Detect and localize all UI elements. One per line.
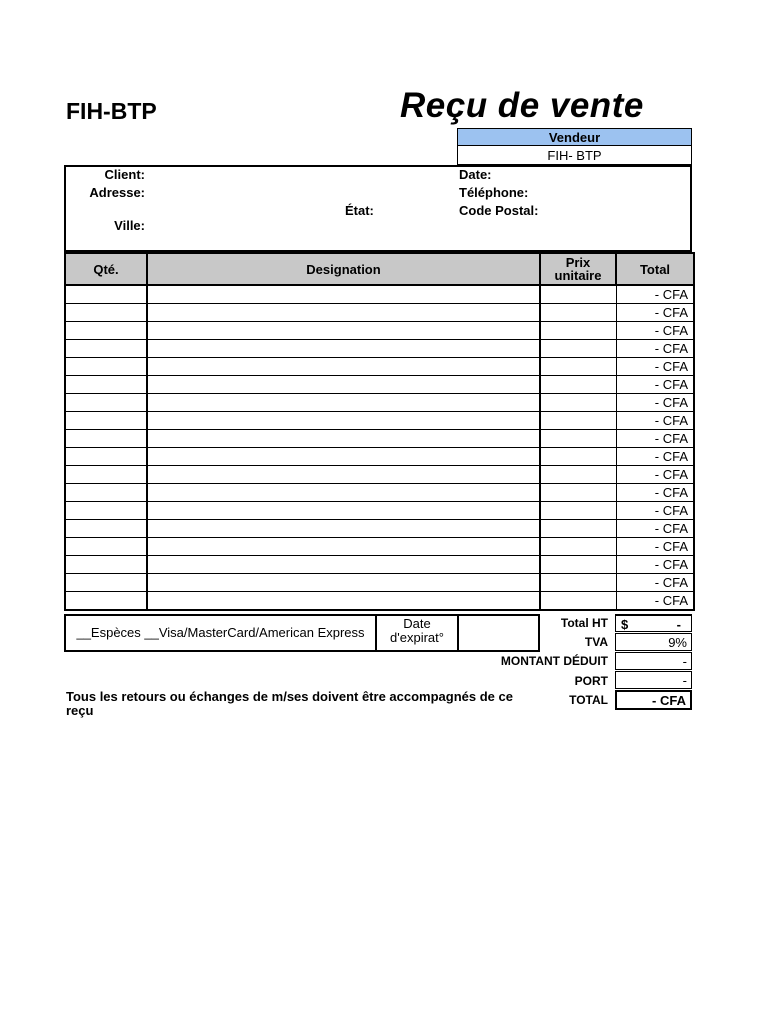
qty-cell[interactable] [65,358,147,376]
qty-cell[interactable] [65,285,147,304]
designation-cell[interactable] [147,430,540,448]
designation-cell[interactable] [147,592,540,611]
qty-cell[interactable] [65,322,147,340]
designation-cell[interactable] [147,574,540,592]
total-label: TOTAL [569,693,608,707]
unit-price-cell[interactable] [540,502,616,520]
table-row [65,538,694,556]
client-info-box [64,165,692,252]
designation-cell[interactable] [147,466,540,484]
city-label: Ville: [114,218,145,233]
unit-price-cell[interactable] [540,358,616,376]
designation-cell[interactable] [147,340,540,358]
unit-price-cell[interactable] [540,376,616,394]
qty-cell[interactable] [65,304,147,322]
date-label: Date: [459,167,492,182]
total-ht-value: - [676,617,681,632]
total-value: - CFA [615,690,692,710]
designation-cell[interactable] [147,502,540,520]
phone-label: Téléphone: [459,185,529,200]
qty-cell[interactable] [65,376,147,394]
row-total-cell: - CFA [616,412,694,430]
qty-cell[interactable] [65,394,147,412]
deducted-label: MONTANT DÉDUIT [500,654,608,668]
row-total-cell: - CFA [616,592,694,611]
unit-price-cell[interactable] [540,285,616,304]
row-total-cell: - CFA [616,484,694,502]
designation-cell[interactable] [147,394,540,412]
table-row [65,285,694,304]
postal-code-label: Code Postal: [459,203,539,218]
row-total-cell: - CFA [616,520,694,538]
unit-price-cell[interactable] [540,520,616,538]
designation-cell[interactable] [147,484,540,502]
row-total-cell: - CFA [616,322,694,340]
state-label: État: [345,203,374,218]
table-row [65,340,694,358]
total-ht-currency: $ [621,617,629,632]
vendor-header: Vendeur [457,128,692,146]
table-row [65,430,694,448]
table-row [65,574,694,592]
payment-methods: __Espèces __Visa/MasterCard/American Express [76,625,365,640]
unit-price-cell[interactable] [540,466,616,484]
items-table [64,252,695,611]
designation-cell[interactable] [147,304,540,322]
row-total-cell: - CFA [616,556,694,574]
table-row [65,376,694,394]
unit-price-cell[interactable] [540,394,616,412]
row-total-cell: - CFA [616,304,694,322]
row-total-cell: - CFA [616,574,694,592]
unit-price-cell[interactable] [540,592,616,611]
receipt-title: Reçu de vente [400,86,644,125]
table-row [65,304,694,322]
qty-cell[interactable] [65,574,147,592]
qty-cell[interactable] [65,538,147,556]
unit-price-cell[interactable] [540,448,616,466]
unit-price-cell[interactable] [540,484,616,502]
table-row [65,520,694,538]
deducted-value: - [615,652,692,670]
qty-cell[interactable] [65,448,147,466]
row-total-cell: - CFA [616,394,694,412]
row-total-cell: - CFA [616,502,694,520]
table-row [65,394,694,412]
row-total-cell: - CFA [616,340,694,358]
unit-price-header-text: Prix unitaire [554,255,602,283]
unit-price-cell[interactable] [540,574,616,592]
unit-price-cell[interactable] [540,322,616,340]
qty-cell[interactable] [65,466,147,484]
port-value: - [615,671,692,689]
tva-value: 9% [615,633,692,651]
table-row [65,484,694,502]
unit-price-cell[interactable] [540,538,616,556]
client-label: Client: [104,167,145,182]
qty-cell[interactable] [65,520,147,538]
qty-cell[interactable] [65,412,147,430]
qty-cell[interactable] [65,502,147,520]
returns-note: Tous les retours ou échanges de m/ses doivent être accompagnés de ce reçu [66,689,513,718]
designation-cell[interactable] [147,538,540,556]
qty-cell[interactable] [65,556,147,574]
qty-cell[interactable] [65,340,147,358]
row-total-cell: - CFA [616,466,694,484]
designation-cell[interactable] [147,448,540,466]
designation-cell[interactable] [147,376,540,394]
row-total-cell: - CFA [616,358,694,376]
qty-cell[interactable] [65,592,147,611]
total-ht-label: Total HT [560,616,608,630]
row-total-cell: - CFA [616,448,694,466]
unit-price-cell[interactable] [540,556,616,574]
unit-price-cell[interactable] [540,430,616,448]
tva-label: TVA [584,635,608,649]
port-label: PORT [574,674,608,688]
unit-price-cell[interactable] [540,304,616,322]
table-row [65,412,694,430]
designation-cell[interactable] [147,520,540,538]
table-row [65,466,694,484]
table-row [65,358,694,376]
items-header-row [65,253,694,285]
table-row [65,556,694,574]
unit-price-header [540,253,616,285]
qty-cell[interactable] [65,484,147,502]
unit-price-cell[interactable] [540,412,616,430]
row-total-cell: - CFA [616,430,694,448]
total-header: Total [616,253,694,285]
company-name: FIH-BTP [66,98,157,124]
items-body [65,285,694,610]
address-label: Adresse: [89,185,145,200]
table-row [65,448,694,466]
qty-header: Qté. [65,253,147,285]
designation-cell[interactable] [147,285,540,304]
table-row [65,502,694,520]
vendor-value: FIH- BTP [457,146,692,165]
designation-header: Designation [147,253,540,285]
qty-cell[interactable] [65,430,147,448]
row-total-cell: - CFA [616,538,694,556]
table-row [65,322,694,340]
table-row [65,592,694,611]
total-ht-box [615,614,692,632]
payment-divider [457,614,459,652]
designation-cell[interactable] [147,322,540,340]
unit-price-cell[interactable] [540,340,616,358]
row-total-cell: - CFA [616,285,694,304]
designation-cell[interactable] [147,358,540,376]
designation-cell[interactable] [147,412,540,430]
row-total-cell: - CFA [616,376,694,394]
designation-cell[interactable] [147,556,540,574]
expiry-date-label: Date d'expirat° [390,616,444,645]
